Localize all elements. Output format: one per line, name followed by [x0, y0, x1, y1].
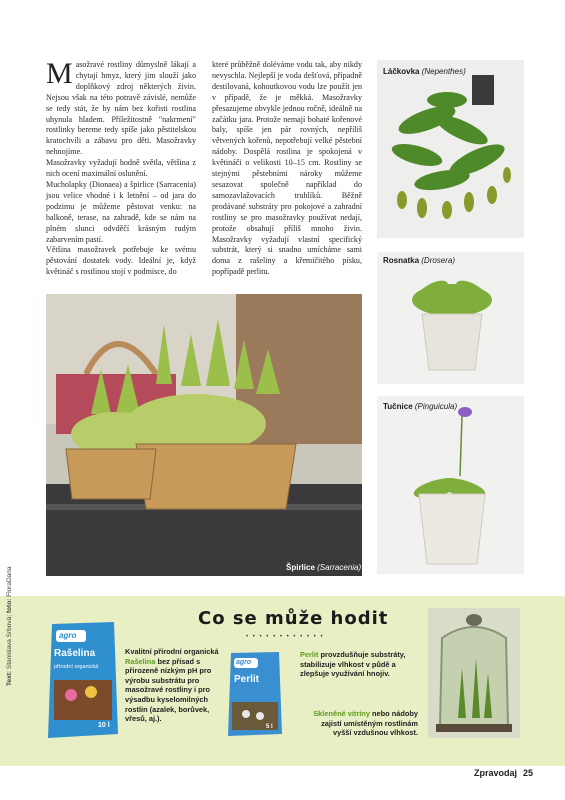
- perlit-bag-image: [226, 650, 284, 738]
- bag-subtitle: přírodní organická: [54, 664, 99, 670]
- pinguicula-caption: Tučnice (Pinguicula): [383, 402, 458, 411]
- paragraph: Většina masožravek potřebuje ke svému pěstování dostatek vody. Ideální je, když květináč s rostlinou stojí v podmisce, do: [46, 245, 196, 277]
- vitrine-description: Skleněné vitríny nebo nádoby zajistí umístěným rostlinám vyšší vzdušnou vlhkost.: [313, 709, 418, 738]
- article-column-2: [212, 60, 362, 278]
- drosera-photo: [377, 252, 524, 384]
- article-column-1: [46, 57, 196, 278]
- heading-dots-divider: • • • • • • • • • • • •: [246, 634, 325, 640]
- photo-credit: Text: Stanislava Srbová; foto: FloraDaria: [6, 566, 13, 686]
- paragraph: Mucholapky (Dionaea) a špirlice (Sarracenia) jsou velice vhodné i k letnění – od jara do podzimu je můžeme pěstovat venku: na balkoně, terase, na zahradě, kde se nám na plném slunci odvděčí krásným rudým zabarvením pastí.: [46, 179, 196, 244]
- magazine-name: Zpravodaj: [474, 768, 518, 778]
- vitrine-photo: [428, 608, 520, 738]
- pinguicula-photo: [377, 396, 524, 574]
- perlit-description: Perlit provzdušňuje substráty, stabilizuje vlhkost v půdě a zlepšuje využívání hnojiv.: [300, 650, 406, 679]
- sarracenia-caption: Špirlice (Sarracenia): [286, 563, 362, 572]
- bag-brand: agro: [59, 631, 77, 640]
- page-number: 25: [523, 768, 534, 778]
- drosera-caption: Rosnatka (Drosera): [383, 256, 456, 265]
- page-footer: [474, 768, 533, 778]
- bag-title: Perlit: [234, 674, 260, 685]
- bag-title: Rašelina: [54, 648, 96, 659]
- nepenthes-photo: [377, 60, 524, 238]
- dropcap: M: [46, 57, 73, 90]
- raselina-description: Kvalitní přírodní organická Rašelina bez přísad s přirozeně nízkým pH pro výrobu substrátu pro masožravé rostliny i pro výsadbu kyselomilných rostlin (azalek, borůvek, vřesů, aj.).: [125, 647, 219, 724]
- bag-size: 5 l: [266, 724, 273, 730]
- bag-size: 10 l: [98, 722, 110, 729]
- tips-heading: Co se může hodit: [198, 608, 389, 629]
- paragraph: Masožravky vyžadují hodně světla, většina z nich ocení maximální oslunění.: [46, 158, 196, 179]
- sarracenia-photo: [46, 294, 362, 576]
- nepenthes-caption: Láčkovka (Nepenthes): [383, 67, 466, 76]
- raselina-bag-image: [46, 620, 120, 740]
- bag-brand: agro: [236, 659, 252, 666]
- paragraph: které průběžně doléváme vodu tak, aby nikdy nevyschla. Nejlepší je voda dešťová, případně destilovaná, kohoutkovou vodu lze použít jen v případě, že je měkká. Masožravky přesazujeme obvykle jednou ročně, ideálně na začátku jara. Protože nemají bohaté kořenové baly, spíše jen pár rovných, nepříliš větvených kořenů, nepotřebují velké pěstební nádoby. Dospělá rostlina je spokojená v květináči o velikosti 10–15 cm. Rostliny se stejnými pěstebními nároky můžeme sesazovat společně například do samozavlažovacích truhlíků. Běžně prodávané substráty pro pokojové a zahradní rostliny se pro masožravky používat nedají, protože obsahují příliš mnoho živin. Masožravky vyžadují vlastní specifický substrát, který si snadno umícháme sami doma z rašeliny a křemičitého písku, popřípadě perlitu.: [212, 60, 362, 277]
- paragraph: asožravé rostliny důmyslně lákají a chytají hmyz, který jim slouží jako doplňkový zdroj některých živin. Nejsou však na této potravě závislé, nemůže se tedy stát, že by nám bez kořisti rostlina uhynula hladem. Příležitostně "nakrmení" rostlinky bereme tedy spíše jako pěstitelskou kratochvíli a zábavu pro děti. Masožravky nehnojíme.: [46, 60, 196, 157]
